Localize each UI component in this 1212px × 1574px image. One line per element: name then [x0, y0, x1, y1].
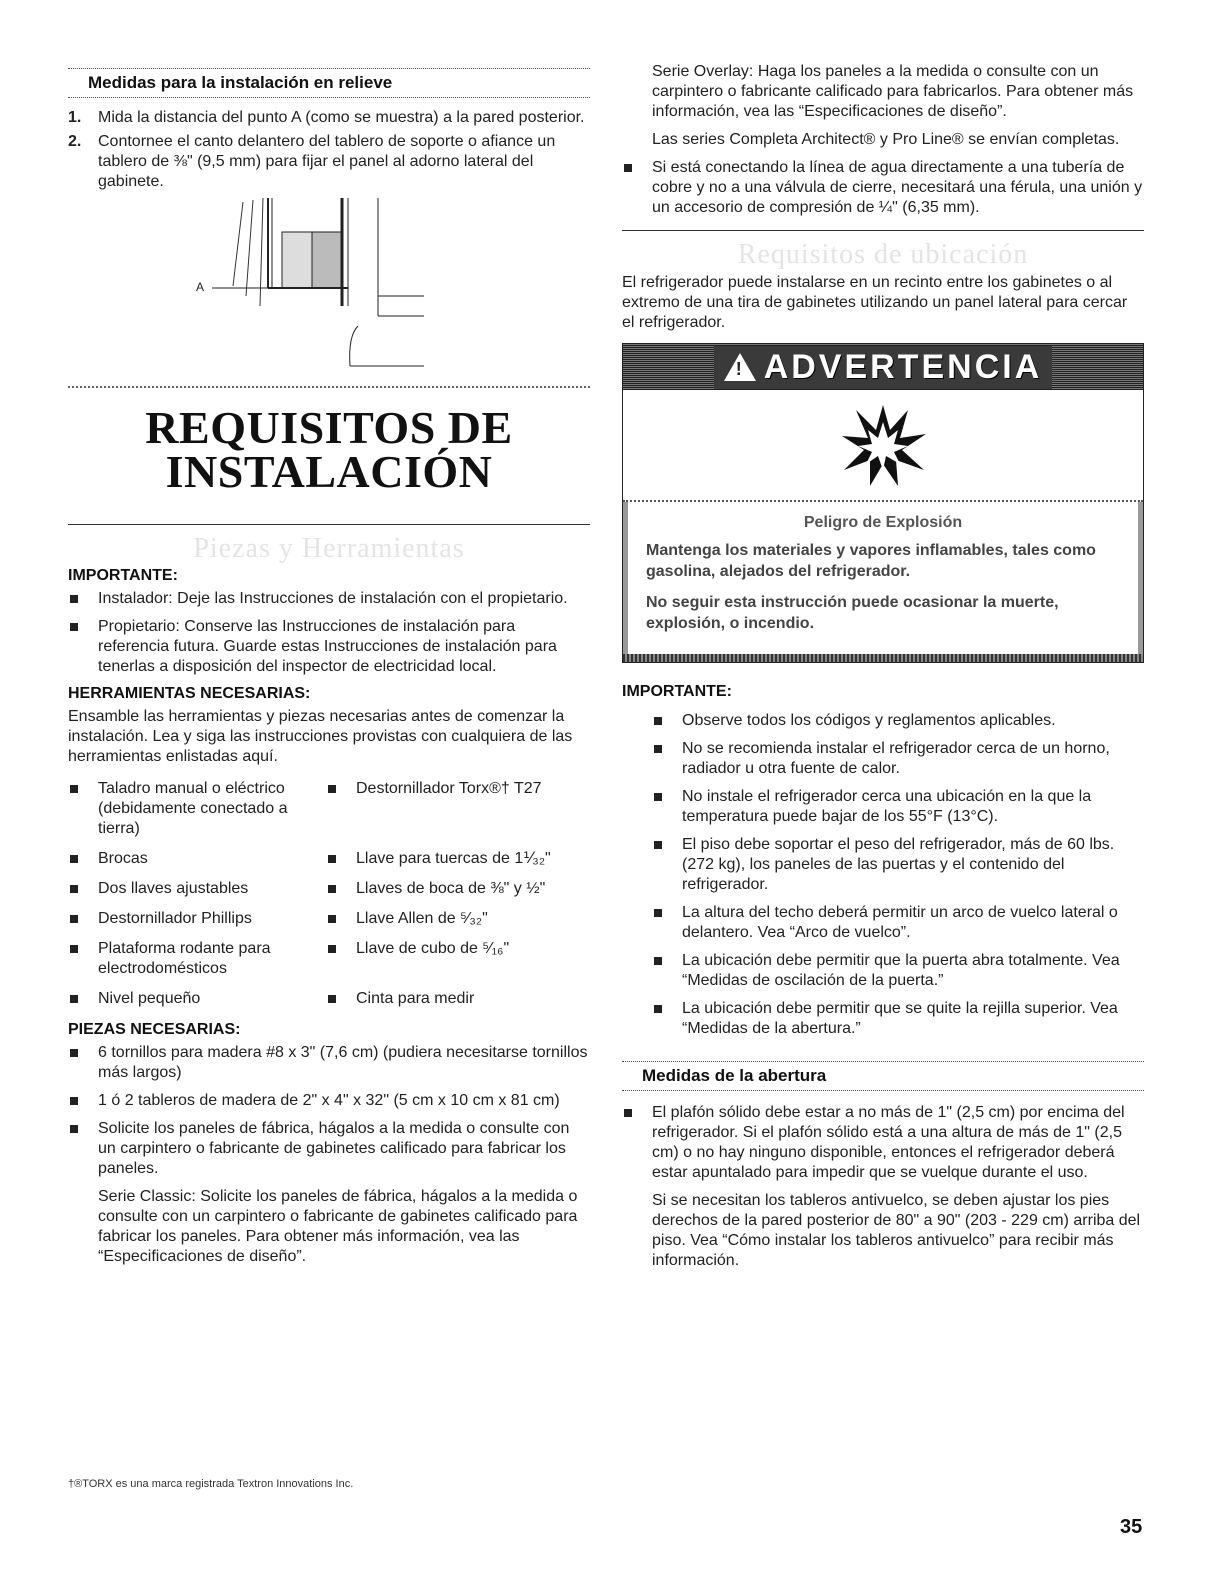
parts-needed-heading: PIEZAS NECESARIAS:	[68, 1021, 241, 1038]
warning-title: Peligro de Explosión	[803, 514, 963, 531]
opening-heading: Medidas de la abertura	[642, 1066, 827, 1085]
list-item: Destornillador Torx®† T27	[326, 779, 590, 839]
divider	[622, 1061, 1144, 1062]
warning-border	[623, 654, 1143, 662]
list-item: Llave de cubo de ⁵⁄₁₆"	[326, 939, 590, 979]
list-item: 1 ó 2 tableros de madera de 2" x 4" x 32" (5 cm x 10 cm x 81 cm)	[68, 1091, 590, 1111]
importante-label: IMPORTANTE:	[622, 683, 732, 700]
list-item: La ubicación debe permitir que la puerta abra totalmente. Vea “Medidas de oscilación de la puerta.”	[652, 951, 1144, 991]
list-item: Propietario: Conserve las Instrucciones de instalación para referencia futura. Guarde estas Instrucciones de instalación para tenerlas a disposición del inspector de electricidad local.	[68, 617, 590, 677]
serie-overlay: Serie Overlay: Haga los paneles a la medida o consulte con un carpintero o fabricante calificado para fabricarlos. Para obtener más información, vea las “Especificaciones de diseño”.	[652, 63, 1134, 120]
divider	[622, 230, 1144, 231]
list-item: 1. Mida la distancia del punto A (como se muestra) a la pared posterior.	[68, 109, 585, 126]
footnote: †®TORX es una marca registrada Textron Innovations Inc.	[68, 1478, 354, 1490]
list-item: Plataforma rodante para electrodomésticos	[68, 939, 326, 979]
list-item: No se recomienda instalar el refrigerador cerca de un horno, radiador u otra fuente de calor.	[652, 739, 1144, 779]
list-item: Cinta para medir	[326, 989, 590, 1009]
location-intro: El refrigerador puede instalarse en un recinto entre los gabinetes o al extremo de una tira de gabinetes utilizando un panel lateral para cercar el refrigerador.	[622, 274, 1128, 331]
right-column	[622, 0, 1144, 1279]
explosion-icon	[623, 390, 1143, 502]
list-item: Llave para tuercas de 1⅟₃₂"	[326, 849, 590, 869]
list-item: Observe todos los códigos y reglamentos aplicables.	[652, 711, 1144, 731]
list-item: Si está conectando la línea de agua directamente a una tubería de cobre y no a una válvula de cierre, necesitará una férula, una unión y un accesorio de compresión de ¼" (6,35 mm).	[622, 158, 1144, 218]
divider	[622, 1090, 1144, 1091]
relief-diagram	[68, 196, 590, 372]
list-item: 6 tornillos para madera #8 x 3" (7,6 cm) (pudiera necesitarse tornillos más largos)	[68, 1043, 590, 1083]
divider	[68, 68, 590, 69]
warning-box	[622, 343, 1144, 663]
relief-heading: Medidas para la instalación en relieve	[88, 73, 393, 92]
tools-intro: Ensamble las herramientas y piezas necesarias antes de comenzar la instalación. Lea y siga las instrucciones provistas con cualquiera de las herramientas enlistadas aquí.	[68, 708, 573, 765]
list-item: Solicite los paneles de fábrica, hágalos a la medida o consulte con un carpintero o fabricante de gabinetes calificado para fabricar los paneles.	[68, 1119, 590, 1179]
tools-heading: HERRAMIENTAS NECESARIAS:	[68, 685, 311, 702]
serie-classic: Serie Classic: Solicite los paneles de fábrica, hágalos a la medida o consulte con un carpintero o fabricante de gabinetes calificado para fabricar los paneles. Para obtener más información, vea las “Especificaciones de diseño”.	[98, 1188, 578, 1265]
list-item: Destornillador Phillips	[68, 909, 326, 929]
warning-line: Mantenga los materiales y vapores inflamables, tales como gasolina, alejados del refrigerador.	[646, 542, 1096, 580]
list-item: La altura del techo deberá permitir un arco de vuelco lateral o delantero. Vea “Arco de vuelco”.	[652, 903, 1144, 943]
left-column	[68, 0, 590, 1275]
warning-banner: ! ADVERTENCIA	[623, 344, 1143, 390]
section-heading-parts: Piezas y Herramientas	[193, 533, 465, 564]
list-item: No instale el refrigerador cerca una ubicación en la que la temperatura puede bajar de los 55°F (13°C).	[652, 787, 1144, 827]
warning-line: No seguir esta instrucción puede ocasionar la muerte, explosión, o incendio.	[646, 594, 1059, 632]
list-item: Brocas	[68, 849, 326, 869]
main-title: REQUISITOS DE INSTALACIÓN	[145, 402, 513, 497]
section-heading-location: Requisitos de ubicación	[737, 239, 1029, 270]
tools-list	[68, 779, 590, 1019]
divider	[68, 524, 590, 525]
divider	[68, 386, 590, 388]
warning-triangle-icon: !	[724, 353, 756, 381]
list-item: Llaves de boca de ⅜" y ½"	[326, 879, 590, 899]
divider	[68, 97, 590, 98]
list-item: Dos llaves ajustables	[68, 879, 326, 899]
list-item: El piso debe soportar el peso del refrigerador, más de 60 lbs. (272 kg), los paneles de las puertas y el contenido del refrigerador.	[652, 835, 1144, 895]
list-item: Taladro manual o eléctrico (debidamente conectado a tierra)	[68, 779, 326, 839]
serie-complete: Las series Completa Architect® y Pro Line® se envían completas.	[652, 131, 1120, 148]
list-item: El plafón sólido debe estar a no más de 1" (2,5 cm) por encima del refrigerador. Si el plafón sólido está a una altura de más de 1" (2,5 cm) o no hay ninguno disponible, entonces el refrigerador deberá estar apuntalado para impedir que se vuelque durante el uso.	[622, 1103, 1144, 1183]
opening-para: Si se necesitan los tableros antivuelco, se deben ajustar los pies derechos de la pared posterior de 80" a 90" (203 - 229 cm) arriba del piso. Vea “Cómo instalar los tableros antivuelco” para recibir más información.	[652, 1192, 1141, 1269]
list-item: Llave Allen de ⁵⁄₃₂"	[326, 909, 590, 929]
figure-label: A	[196, 280, 205, 294]
importante-label: IMPORTANTE:	[68, 567, 178, 584]
relief-figure	[68, 196, 590, 372]
list-item: La ubicación debe permitir que se quite la rejilla superior. Vea “Medidas de la abertura.”	[652, 999, 1144, 1039]
list-item: Nivel pequeño	[68, 989, 326, 1009]
warning-body	[623, 502, 1143, 654]
list-item: 2. Contornee el canto delantero del tablero de soporte o afiance un tablero de ⅜" (9,5 mm) para fijar el panel al adorno lateral del gabinete.	[68, 133, 556, 190]
list-item: Instalador: Deje las Instrucciones de instalación con el propietario.	[68, 589, 590, 609]
page-number: 35	[1120, 1516, 1143, 1538]
